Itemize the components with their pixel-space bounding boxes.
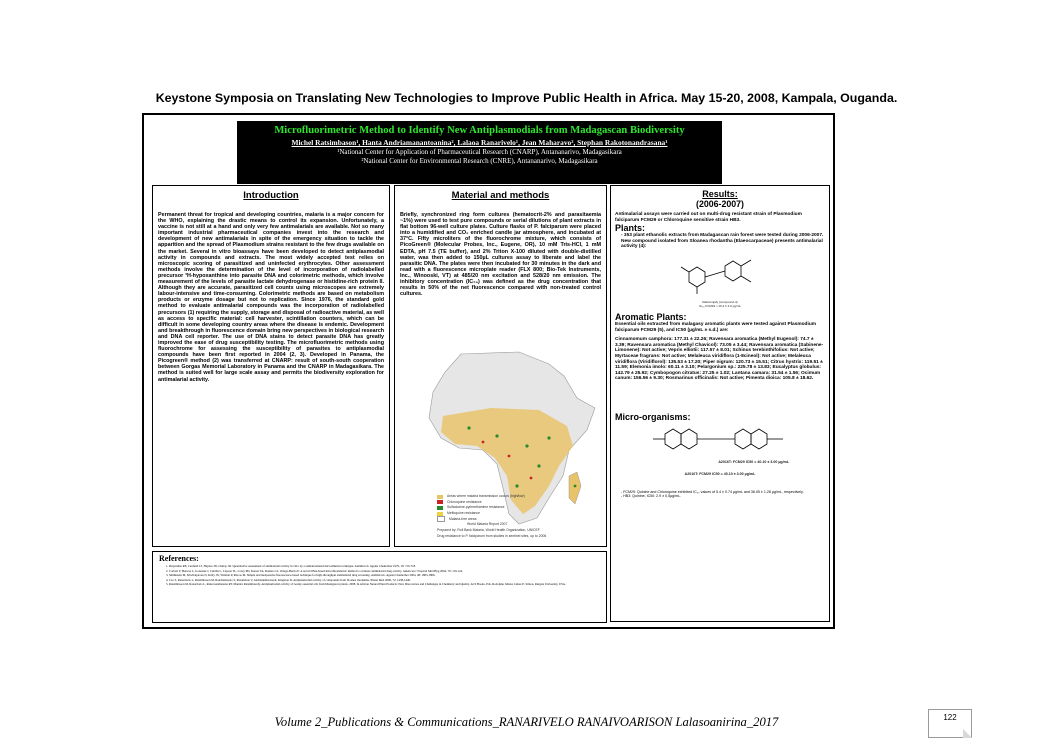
plants-text: - 353 plant ethanolic extracts from Madagascan rain forest were tested during 2006-2007. New compound isolated from Sloanea rhodantha (Elaeocarpaceae) presents antimalarial activity (4): [621,233,824,250]
poster-banner [237,121,722,184]
compound-structure-icon [675,252,765,298]
reference-item: 5. Ratsimbason M, Ranarivelo L, Rakotoarimanana RT, Manitra Ratsimbazafy. Antiplasmodial activity of twenty essential oils from Madagascar plants. 2008, In African Natural Plant Products: New Discoveries and Challenges in Chemistry and Quality. ACS Books. Eds. Rodolphe Juliani, James E. Simon, Rutgers University, USA. [169,582,606,587]
results-intro: Antimalarial assays were carried out on multi-drug resistant strain of Plasmodium falciparum FCM29 or Chloroquine sensitive strain HB3. [615,212,802,223]
micro-compound-structure-icon [645,424,795,458]
results-heading: Results: [702,189,738,199]
legend-item: Mefloquine resistance [447,510,480,515]
introduction-heading: Introduction [243,190,299,201]
legend-item: Malaria-free areas [449,516,477,521]
legend-item: Sulfadoxine-pyrimethamine resistance [447,505,505,510]
aromatic-intro: Essential oils extracted from malagasy aromatic plants were tested against Plasmodium falciparum FCM29 (5), and IC50 (µg/mL ± s.d.) are: [615,321,817,333]
introduction-panel [152,185,390,547]
reference-item: 2. Corbett Y, Herrera L, Gonzalez J, Cubilla L, Capson TL, Coley PD, Kursar TA, Romero LI, Ortega-Barria E. A novel DNA-based microfluorimetric method to evaluate antimalarial drug activity. American J Tropical Med Hyg 2004, 70: 119-124. [169,569,606,574]
introduction-text: Permanent threat for tropical and developing countries, malaria is a major concern for the WHO, explaining the drastic means to control its expansion. Unfortunately, a vaccine is not still at a hand and only very few antimalarials are available. Not so many important industrial pharmaceutical companies invest into the research and development of new antimalarials in spite of the emergency situation to tackle the apparition and the spread of Plasmodium strains resistant to the few drugs available on the market. Several in vitro bioassays have been developed to detect antiplasmodial activity in compounds and extracts. The most widely accepted test relies on microscopic scoring of parasitized and uninfected erythrocytes. Other assessment methods involve the determination of the level of incorporation of radiolabelled precursor ³H-hypoxanthine into parasite DNA and colorimetric methods, which involve measurement of the levels of parasite lactate dehydrogenase or histidine-rich protein II. Although they are accurate, parasitized cell counts using microscopes are extremely labour-intensive and time-consuming. Colorimetric methods are based on metabolism products or enzyme dosage but not to replication. Since 1976, the standard gold method to evaluate antimalarial compounds was the incorporation of radiolabelled precursors (1) requiring the supply, storage and disposal of radioactive material, as well as access to specific material: cell harvester, scintillation counters, which can be difficult in some developing country areas where the disease is endemic. Development and breakthrough in fluorescence domain bring new perspectives in biological research and DNA cell reporter. The use of DNA stains to detect parasite DNA has greatly improved the ease of drug susceptibility testing. The microfluorimetric methods using fluorochrome for assessing the susceptibility of parasites to antiplasmodial compounds have been first reported in 2004 (2, 3). Developed in Panama, the Picogreen® method (2) was transferred at CNARP: result of south-south cooperation between Gorgas Memorial Laboratory in Panama and the CNARP in Madagasikara. The method is suited well for large scale assay and permits the biodiversity exploration for antimalarial activity. [158,212,384,383]
references-heading: References: [159,554,199,563]
micro-bullet-2: - HB3: Quinine, IC50: 2.9 ± 0.5µg/mL. [621,494,682,499]
map-caption: World Malaria Report 2007 [467,522,508,527]
page-number: 122 [943,713,957,722]
reference-item: 3. Smilkstein M, Sriwilaijaroen N, Kelly JX, Wilairat P, Riscoe M. Simple and inexpensive fluorescence-based technique for high-throughput antimalarial drug screening. Antimicrob. Agents Chemother 2004, 48: 1803-1806. [169,573,606,578]
map-caption: Drug resistance to P. falciparum from studies in sentinel sites, up to 2006 [437,533,547,538]
reference-item: 4. Cao S, Ranarivelo L, Ratsimbason M, Randrianasolo S, Rasamison V, Andriantsiferana R, Kingston D. Antiplasmodial activity of compounds from Sloanea rhodantha. Planta Med 2006, 72: 1438-1440. [169,578,606,583]
aromatic-heading: Aromatic Plants: [615,311,687,322]
micro-heading: Micro-organisms: [615,411,691,422]
poster [142,113,835,629]
poster-affiliation-1: ¹National Center for Application of Pharmaceutical Research (CNARP), Antananarivo, Madagasikara [337,148,622,156]
methods-panel [394,185,607,547]
page-number-box [928,709,972,738]
references-panel [152,551,607,623]
legend-item: Chloroquine resistance [447,499,482,504]
micro-bullet-1: - FCM29: Quinine and Chloroquine exhibited IC₅₀ values of 5.4 ± 0.74 µg/mL and 36.05 ± 1.28 µg/mL, respectively. [621,489,804,494]
micro-caption-1: A2016T: FCM29 IC50 = 40.10 ± 3.00 µg/mL [718,459,789,464]
poster-title: Microfluorimetric Method to Identify New Antiplasmodials from Madagascan Biodiversity [274,125,685,136]
plants-heading: Plants: [615,223,646,234]
results-years: (2006-2007) [696,199,744,209]
map-legend [437,494,546,539]
poster-affiliation-2: ²National Center for Environmental Research (CNRE), Antananarivo, Madagasikara [361,157,598,165]
poster-authors: Michel Ratsimbason¹, Hanta Andriamanantoanina², Lalaoa Ranarivelo¹, Jean Maharavo², Stephan Rakotonandrasana¹ [291,138,668,147]
compound-ic50: IC₅₀ FCM29 ≈ 16.2 ± 2.0 µg/mL [699,303,741,308]
page-curl-icon [963,729,972,738]
legend-item: Areas where malaria transmission occurs (high/low) [447,494,525,498]
methods-heading: Material and methods [451,190,550,201]
conference-header: Keystone Symposia on Translating New Technologies to Improve Public Health in Africa. May 15-20, 2008, Kampala, Ouganda. [155,91,898,105]
methods-text: Briefly, synchronized ring form cultures (hematocrit-2% and parasitaemia ~1%) were used to test pure compounds or serial dilutions of plant extracts in flat bottom 96-well culture plates. Culture flasks of P. falciparum were placed into a humidified and CO₂ enriched candle jar atmosphere, and incubated at 37°C. Fifty microliters of the fluorochrome mixture, which consists of PicoGreen® (Molecular Probes, Inc., Eugene, OR), 10 mM Tris-HCl, 1 mM EDTA, pH 7.5 (TE buffer), and 2% Triton X-100 diluted with double-distilled water, was then added to 150µL cultures assay to liberate and label the parasitic DNA. The plates were then incubated for 30 minutes in the dark and read with a fluorescence microplate reader (FLX 800; Bio-Tek Instruments, Inc., Winooski, VT) at 485/20 nm excitation and 528/20 nm emission. The inhibitory concentration (IC₅₀) was defined as the drug concentration that results in 50% of the net fluorescence compared with non-treated control cultures. [400,212,601,298]
reference-item: 1. Desjardins RE, Canfield CJ, Haynes JD, Chulay JD. Quantitative assessment of antimalarial activity in vitro by a semiautomated microdilution technique. Antimicrob. Agents Chemother 1979, 16: 710-718. [169,564,606,569]
references-list [169,564,606,587]
micro-caption-2: A2016T: FCM29 IC50 = 40.10 ± 3.00 µg/mL [684,471,756,476]
page-footer: Volume 2_Publications & Communications_RANARIVELO RANAIVOARISON Lalasoanirina_2017 [274,715,779,729]
map-caption: Prepared by: Roll Back Malaria, World Health Organization, UNICEF [437,527,540,532]
aromatic-text: Cinnamomum camphora: 177.31 ± 22.26; Ravensara aromatica (Methyl Eugenol): 74.7 ± 3.39; Ravensara aromatica (Methyl Chavicol): 73.05 ± 3.44; Ravensara aromatica (Sabinene-Limonene): Not active; Vepris elliotii: 117.57 ± 8.01; Schinus terebinthifolius: Not active; Myrtaceae fragrans: Not active; Melaleuca viridiflora (1-8cineol): Not active; Melaleuca viridiflora (Viridiflorol): 135.53 ± 17.20; Piper nigrum: 120.73 ± 15.51; Citrus hystrix: 119.51 ± 11.59; Elemonia imolo: 60.11 ± 3.10; Pelargonium sp.: 225.78 ± 13.83; Eucalyptus globulus: 142.79 ± 25.92; Cymbopogon citratus: 27.25 ± 1.02; Lantana camara: 31.54 ± 1.56; Ocimum canum: 156.56 ± 9.30; Rosmarinus officinalis: Not active; Pimenta dioica: 105.8 ± 18.62. [615,337,824,382]
compound-caption: Rakotonjafy (compound-4) [702,299,738,304]
results-panel [610,185,830,622]
